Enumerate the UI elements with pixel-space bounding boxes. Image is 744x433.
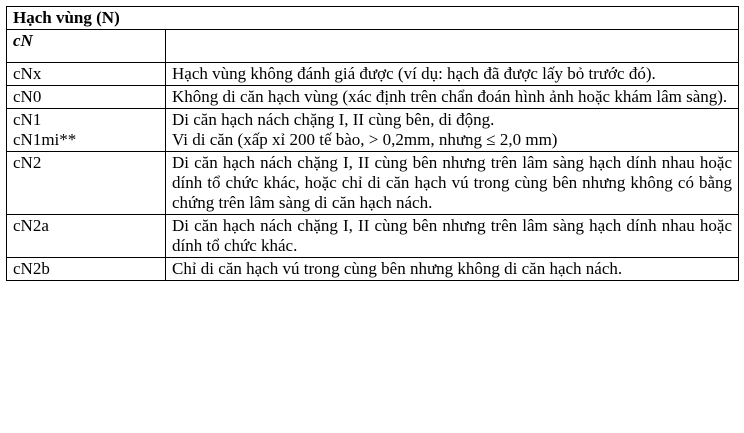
stage-code: cNx	[13, 64, 42, 83]
table-row	[7, 152, 739, 215]
code-cell	[7, 152, 166, 215]
stage-description: Chỉ di căn hạch vú trong cùng bên nhưng không di căn hạch nách.	[172, 259, 623, 278]
code-cell	[7, 109, 166, 152]
category-subheader: cN	[7, 30, 166, 63]
stage-description: Di căn hạch nách chặng I, II cùng bên nhưng trên lâm sàng hạch dính nhau hoặc dính tổ chức khác, hoặc chỉ di căn hạch vú trong cùng bên nhưng không có bằng chứng trên lâm sàng di căn hạch nách.	[172, 153, 733, 212]
stage-code: cN2a	[13, 216, 49, 235]
description-cell	[166, 86, 739, 109]
stage-code: cN0	[13, 87, 42, 106]
subheader-empty-cell	[166, 30, 739, 63]
description-cell	[166, 109, 739, 152]
description-cell	[166, 258, 739, 281]
table-subheader-row	[7, 30, 739, 63]
stage-description: Không di căn hạch vùng (xác định trên chẩn đoán hình ảnh hoặc khám lâm sàng).	[172, 87, 728, 106]
table-row	[7, 86, 739, 109]
stage-code: cN1mi**	[13, 130, 77, 149]
code-cell	[7, 63, 166, 86]
code-cell	[7, 258, 166, 281]
code-cell	[7, 215, 166, 258]
table-title: Hạch vùng (N)	[7, 7, 739, 30]
description-cell	[166, 152, 739, 215]
description-cell	[166, 215, 739, 258]
description-cell	[166, 63, 739, 86]
table-row	[7, 109, 739, 152]
code-cell	[7, 86, 166, 109]
stage-code: cN1	[13, 110, 42, 129]
stage-code: cN2	[13, 153, 42, 172]
stage-description: Vi di căn (xấp xỉ 200 tế bào, > 0,2mm, nhưng ≤ 2,0 mm)	[172, 130, 558, 149]
table-title-row	[7, 7, 739, 30]
regional-lymph-node-table	[6, 6, 739, 281]
stage-code: cN2b	[13, 259, 50, 278]
stage-description: Hạch vùng không đánh giá được (ví dụ: hạch đã được lấy bỏ trước đó).	[172, 64, 656, 83]
table-row	[7, 258, 739, 281]
table-row	[7, 215, 739, 258]
stage-description: Di căn hạch nách chặng I, II cùng bên nhưng trên lâm sàng hạch dính nhau hoặc dính tổ chức khác.	[172, 216, 733, 255]
table-row	[7, 63, 739, 86]
stage-description: Di căn hạch nách chặng I, II cùng bên, di động.	[172, 110, 495, 129]
